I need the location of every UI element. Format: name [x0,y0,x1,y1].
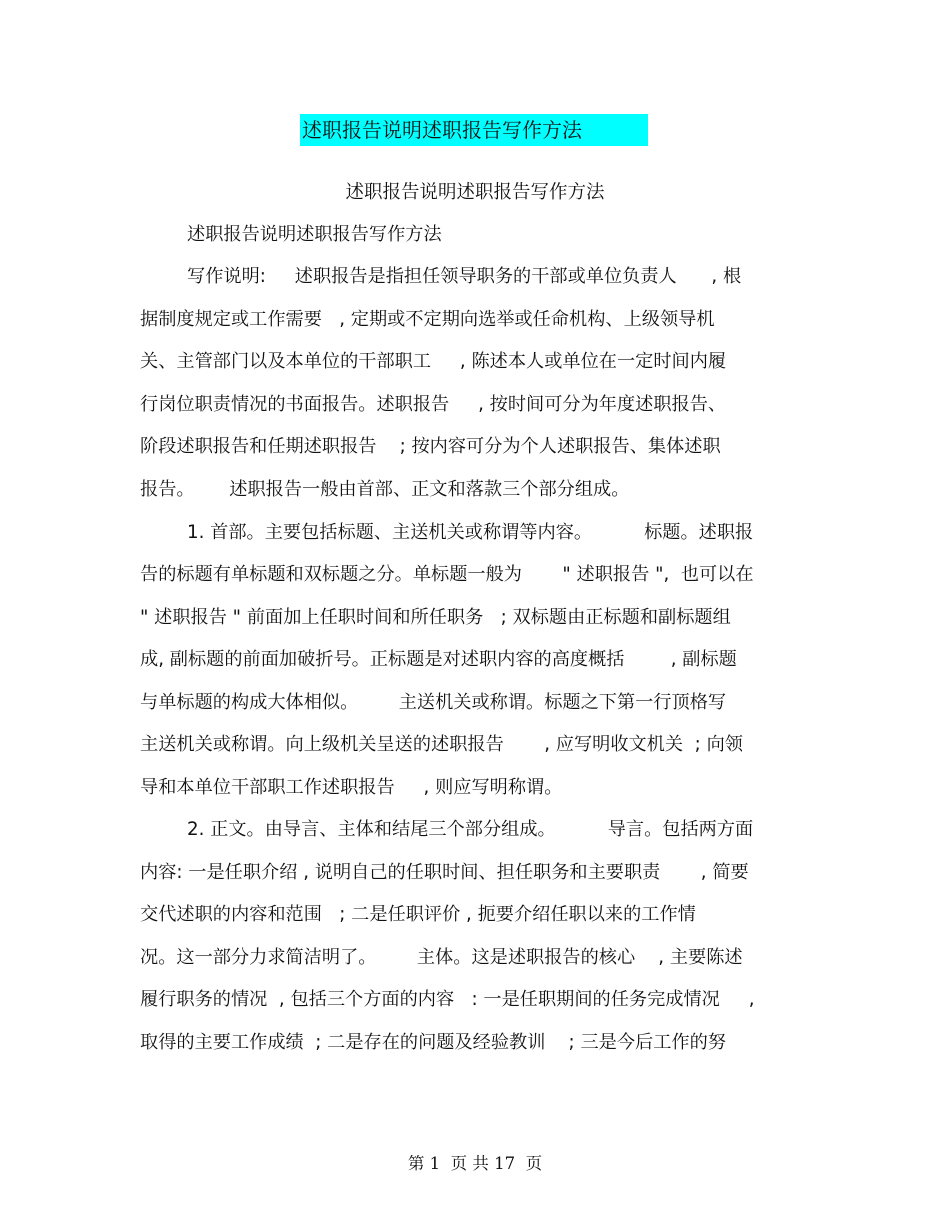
body-line: 与单标题的构成大体相似。 主送机关或称谓。标题之下第一行顶格写 [140,692,727,713]
body-line: 告的标题有单标题和双标题之分。单标题一般为 " 述职报告 ", 也可以在 [140,564,754,585]
page-number: 第 1 页 共 17 页 [407,1154,543,1173]
body-line: 成, 副标题的前面加破折号。正标题是对述职内容的高度概括 , 副标题 [140,649,737,670]
body-line: 述职报告说明述职报告写作方法 [187,224,442,245]
body-line: 2. 正文。由导言、主体和结尾三个部分组成。 导言。包括两方面 [187,819,754,840]
body-line: 导和本单位干部职工作述职报告 , 则应写明称谓。 [140,777,563,798]
body-line: 况。这一部分力求简洁明了。 主体。这是述职报告的核心 , 主要陈述 [140,947,743,968]
body-line: 据制度规定或工作需要 , 定期或不定期向选举或任命机构、上级领导机 [140,309,715,330]
body-line: 主送机关或称谓。向上级机关呈送的述职报告 , 应写明收文机关 ; 向领 [140,734,743,755]
document-title: 述职报告说明述职报告写作方法 [300,114,648,146]
body-line: 履行职务的情况 , 包括三个方面的内容 : 一是任职期间的任务完成情况 , [140,989,755,1010]
body-line: 报告。 述职报告一般由首部、正文和落款三个部分组成。 [140,479,630,500]
body-line: 关、主管部门以及本单位的干部职工 , 陈述本人或单位在一定时间内履 [140,351,727,372]
body-line: 内容: 一是任职介绍 , 说明自己的任职时间、担任职务和主要职责 , 简要 [140,862,749,883]
body-line: 写作说明: 述职报告是指担任领导职务的干部或单位负责人 , 根 [187,266,742,287]
document-subtitle: 述职报告说明述职报告写作方法 [345,182,605,203]
body-line: " 述职报告 " 前面加上任职时间和所任职务 ; 双标题由正标题和副标题组 [140,607,731,628]
body-line: 阶段述职报告和任期述职报告 ; 按内容可分为个人述职报告、集体述职 [140,436,721,457]
body-line: 交代述职的内容和范围 ; 二是任职评价 , 扼要介绍任职以来的工作情 [140,904,696,925]
body-line: 1. 首部。主要包括标题、主送机关或称谓等内容。 标题。述职报 [187,522,754,543]
body-line: 行岗位职责情况的书面报告。述职报告 , 按时间可分为年度述职报告、 [140,394,727,415]
body-line: 取得的主要工作成绩 ; 二是存在的问题及经验教训 ; 三是今后工作的努 [140,1032,726,1053]
